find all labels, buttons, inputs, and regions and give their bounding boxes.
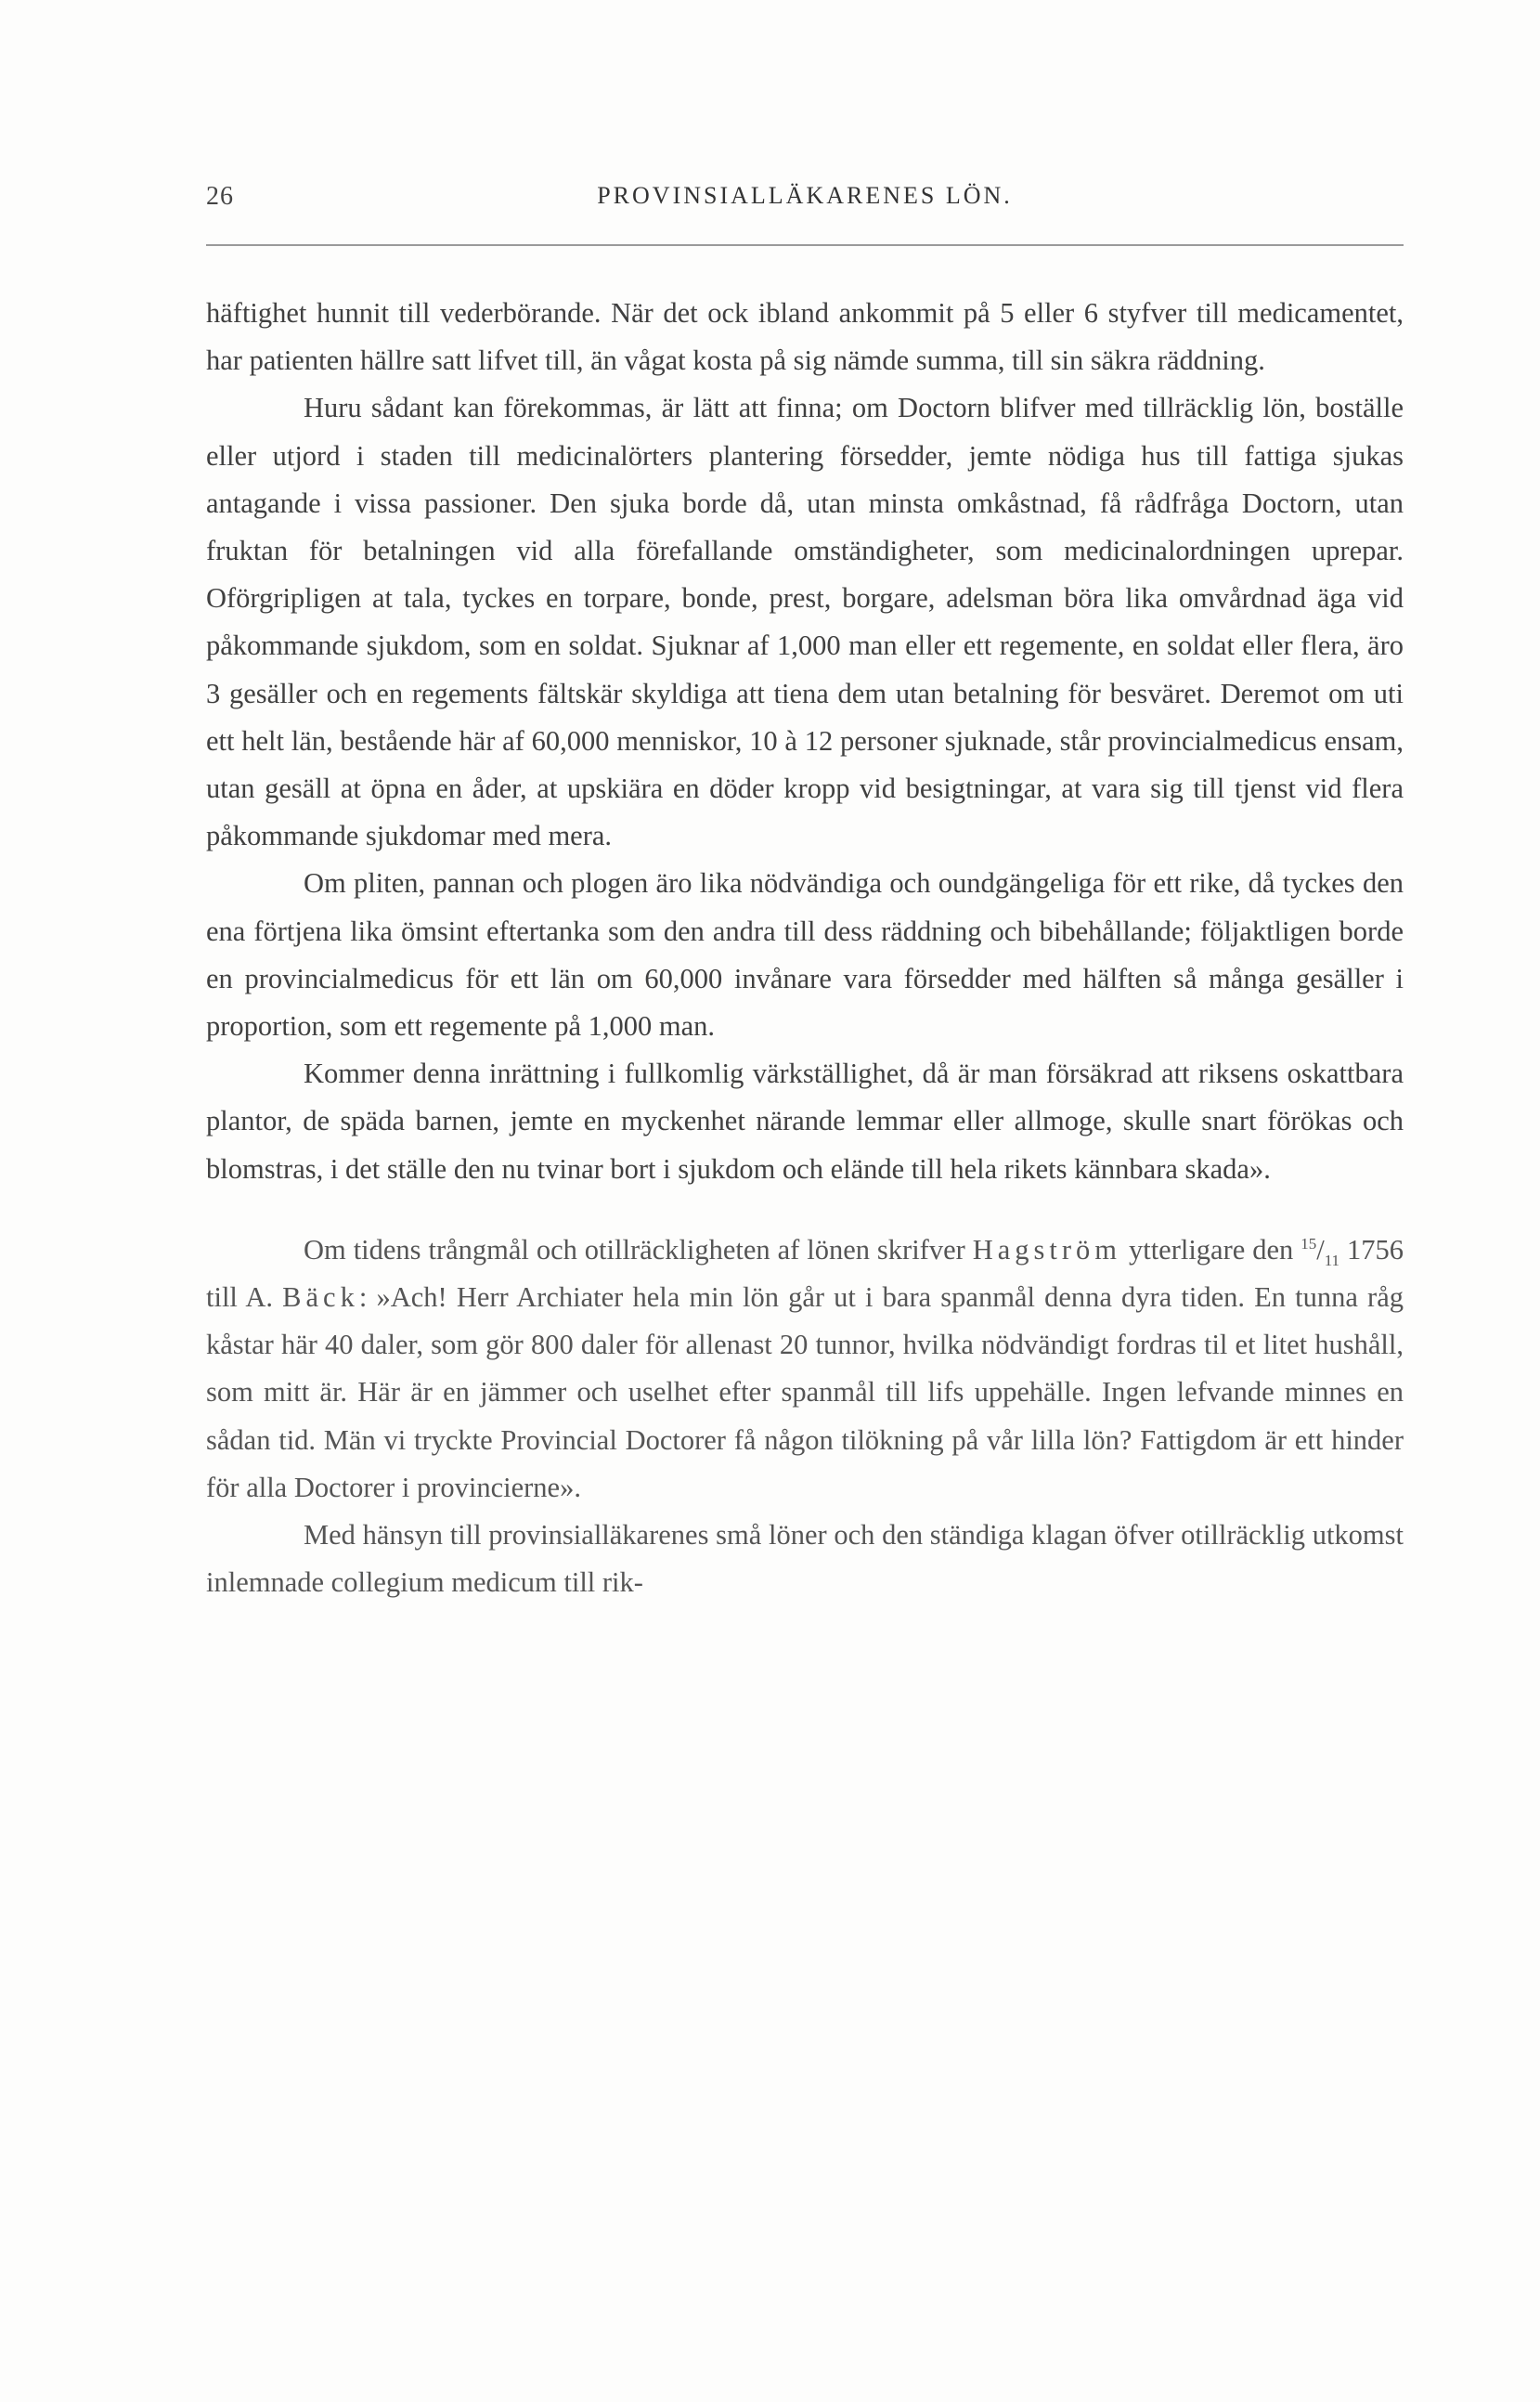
paragraph-5: Om tidens trångmål och otillräckligheten af lönen skrifver Hagström ytterligare den $^{15}/_{11}$ 1756 till A. Bäck: »Ach! Herr Archiater hela min lön går ut i bara spanmål denna dyra tiden. En tunna råg kåstar här 40 daler, som gör 800 daler för allenast 20 tunnor, hvilka nödvändigt fordras til et litet hushåll, som mitt är. Här är en jämmer och uselhet efter spanmål till lifs uppehälle. Ingen lefvande minnes en sådan tid. Män vi tryckte Provincial Doctorer få någon tilökning på vår lilla lön? Fattigdom är ett hinder för alla Doctorer i provincierne». (206, 1233, 1404, 1503)
body-text (206, 290, 1404, 1606)
date-month: 11 (1324, 1251, 1340, 1269)
header-rule (206, 244, 1404, 246)
page-header (206, 182, 1404, 219)
paragraph-3: Om pliten, pannan och plogen äro lika nödvändiga och oundgängeliga för ett rike, då tyckes den ena förtjena lika ömsint eftertanka som den andra till dess räddning och bibehållande; följaktligen borde en provincialmedicus för ett län om 60,000 invånare vara försedder med hälften så många gesäller i proportion, som ett regemente på 1,000 man. (206, 867, 1404, 1043)
date-prefix: ytterligare den (1128, 1233, 1294, 1266)
author-name: Hagström (972, 1233, 1122, 1266)
date-day: 15 (1301, 1234, 1317, 1253)
paragraph-4: Kommer denna inrättning i fullkomlig värkställighet, då är man försäkrad att riksens oskattbara plantor, de späda barnen, jemte en myckenhet närande lemmar eller allmoge, skulle snart förökas och blomstras, i det ställe den nu tvinar bort i sjukdom och elände till hela rikets kännbara skada». (206, 1058, 1404, 1185)
paragraph-2: Huru sådant kan förekommas, är lätt att finna; om Doctorn blifver med tillräcklig lön, boställe eller utjord i staden till medicinalörters plantering försedder, jemte nödiga hus till fattiga sjukas antagande i vissa passioner. Den sjuka borde då, utan minsta omkåstnad, få rådfråga Doctorn, utan fruktan för betalningen vid alla förefallande omständigheter, som medicinalordningen uprepar. Oförgripligen at tala, tyckes en torpare, bonde, prest, borgare, adelsman böra lika omvårdnad äga vid påkommande sjukdom, som en soldat. Sjuknar af 1,000 man eller ett regemente, en soldat eller flera, äro 3 gesäller och en regements fältskär skyldiga att tiena dem utan betalning för besväret. Deremot om uti ett helt län, bestående här af 60,000 menniskor, 10 à 12 personer sjuknade, står provincialmedicus ensam, utan gesäll at öpna en åder, at upskiära en döder kropp vid besigtningar, at vara sig till tjenst vid flera påkommande sjukdomar med mera. (206, 392, 1404, 852)
paragraph-5-text: : »Ach! Herr Archiater hela min lön går ut i bara spanmål denna dyra tiden. En tunna råg kåstar här 40 daler, som gör 800 daler för allenast 20 tunnor, hvilka nödvändigt fordras til et litet hushåll, som mitt är. Här är en jämmer och uselhet efter spanmål till lifs uppehälle. Ingen lefvande minnes en sådan tid. Män vi tryckte Provincial Doctorer få någon tilökning på vår lilla lön? Fattigdom är ett hinder för alla Doctorer i provincierne». (206, 1281, 1404, 1503)
running-title: PROVINSIALLÄKARENES LÖN. (597, 182, 1013, 209)
page-number: 26 (206, 182, 234, 211)
date-year: 1756 till A. (206, 1233, 1404, 1314)
recipient-name: Bäck (282, 1281, 359, 1314)
paragraph-1: häftighet hunnit till vederbörande. När det ock ibland ankommit på 5 eller 6 styfver till medicamentet, har patienten hällre satt lifvet till, än vågat kosta på sig nämde summa, till sin säkra räddning. (206, 297, 1404, 377)
paragraph-5-lead: Om tidens trångmål och otillräckligheten af lönen skrifver (304, 1233, 965, 1266)
paragraph-6: Med hänsyn till provinsialläkarenes små löner och den ständiga klagan öfver otillräcklig utkomst inlemnade collegium medicum till rik- (206, 1519, 1404, 1599)
